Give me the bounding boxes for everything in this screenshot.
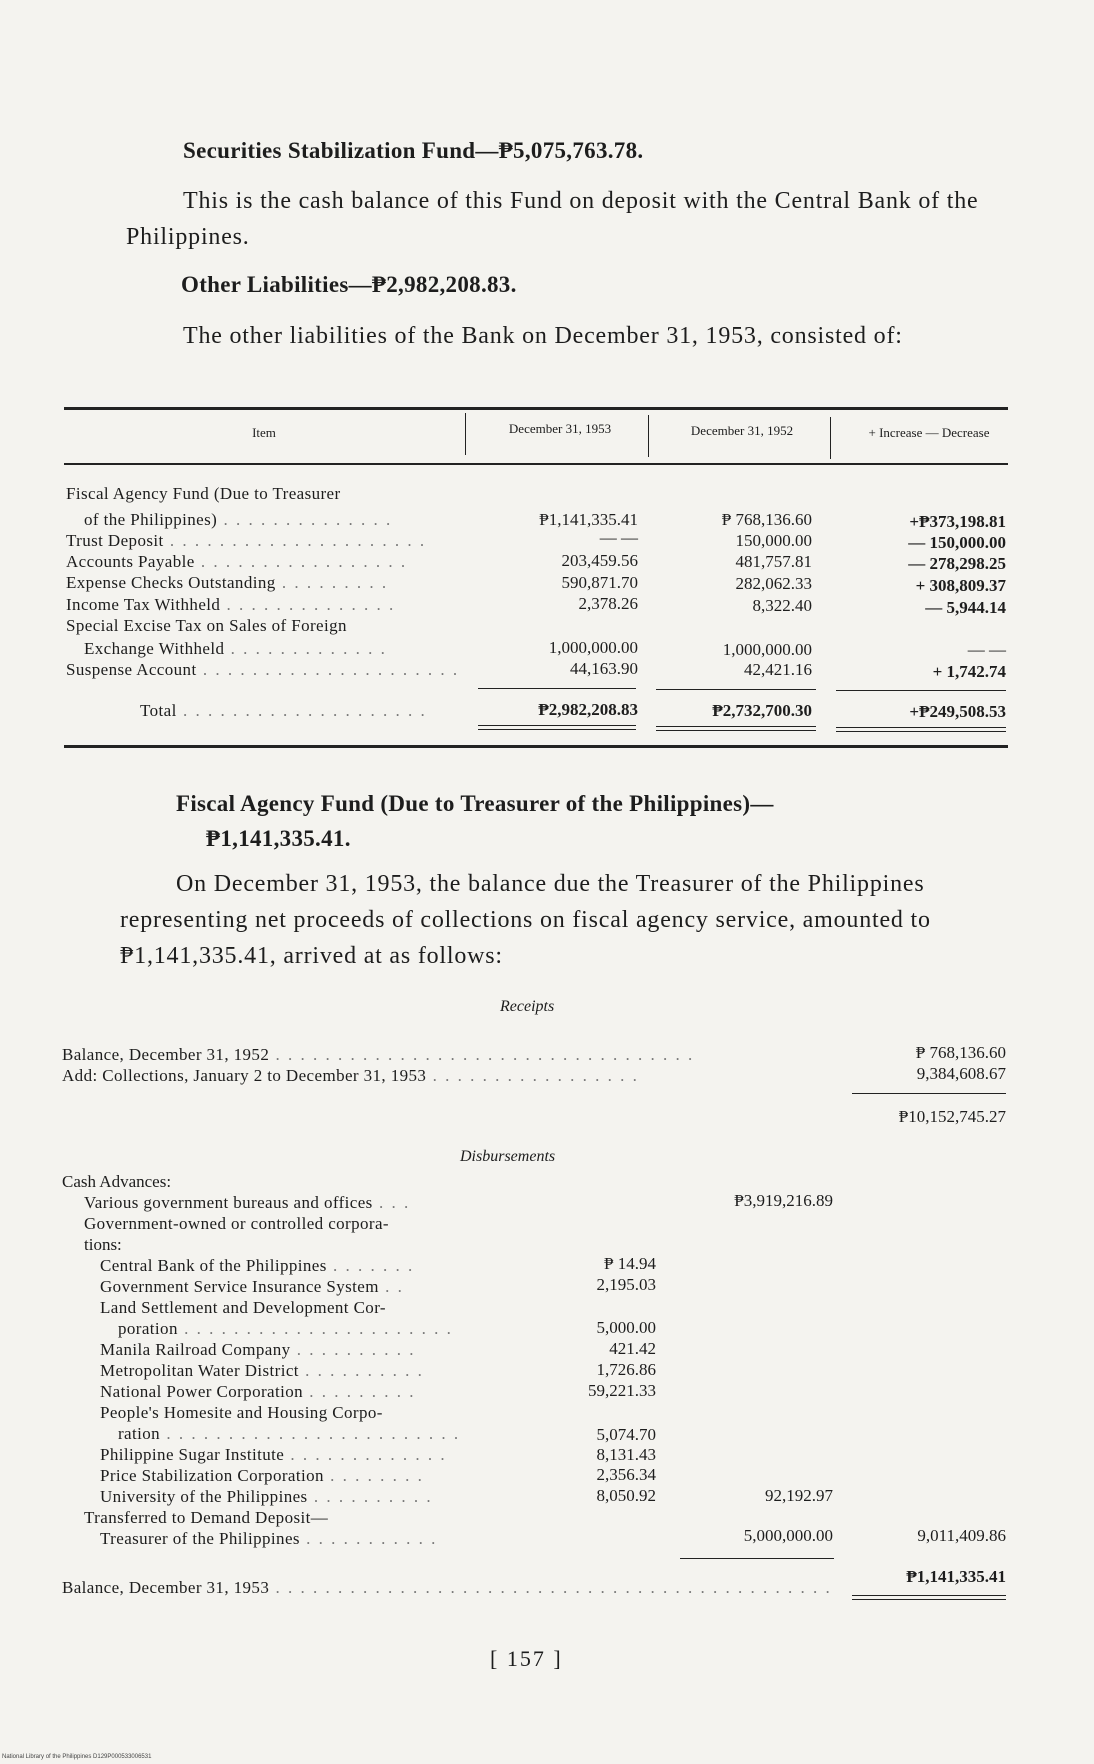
goc-item-value: 5,074.70	[596, 1425, 656, 1444]
cell-1952: 8,322.40	[752, 596, 812, 615]
goc-item-value: 8,050.92	[596, 1486, 656, 1505]
header-increase-decrease: + Increase — Decrease	[868, 425, 990, 440]
cell-1952: ₱ 768,136.60	[721, 510, 812, 529]
row-label: Suspense Account . . . . . . . . . . . . . . . . . . . . .	[66, 660, 460, 679]
total-label: Total . . . . . . . . . . . . . . . . . . . .	[140, 701, 427, 720]
double-rule	[656, 730, 816, 731]
subtotal-rule	[836, 690, 1006, 691]
col-divider	[830, 417, 831, 459]
goc-item-label: Manila Railroad Company . . . . . . . . . .	[100, 1340, 416, 1359]
header-dec-1953: December 31, 1953	[508, 421, 612, 436]
cell-1953: — —	[599, 528, 638, 547]
disbursements-total: 9,011,409.86	[917, 1526, 1006, 1545]
table-top-rule	[64, 407, 1008, 410]
closing-value: ₱1,141,335.41	[906, 1567, 1006, 1586]
cell-change: — 278,298.25	[908, 554, 1006, 573]
row-label: Fiscal Agency Fund (Due to Treasurer	[66, 484, 341, 503]
various-value: ₱3,919,216.89	[734, 1191, 833, 1210]
heading-fiscal-agency-fund: Fiscal Agency Fund (Due to Treasurer of the Philippines)—	[176, 791, 774, 816]
goc-label: Government-owned or controlled corpora-	[84, 1214, 389, 1233]
receipts-row-value: ₱ 768,136.60	[915, 1043, 1006, 1062]
receipts-row-value: 9,384,608.67	[916, 1064, 1006, 1083]
header-dec-1952: December 31, 1952	[690, 423, 794, 438]
goc-item-label: People's Homesite and Housing Corpo-	[100, 1403, 383, 1422]
goc-item-value: 1,726.86	[596, 1360, 656, 1379]
goc-item-label: Price Stabilization Corporation . . . . . . . .	[100, 1466, 424, 1485]
goc-item-label: Land Settlement and Development Cor-	[100, 1298, 386, 1317]
row-label: Accounts Payable . . . . . . . . . . . . . . . . .	[66, 552, 408, 571]
footer-stamp: National Library of the Philippines D129P000533006531	[2, 1754, 152, 1760]
heading-fiscal-agency-amount: ₱1,141,335.41.	[206, 826, 351, 851]
row-label: Expense Checks Outstanding . . . . . . . . .	[66, 573, 389, 592]
double-rule	[478, 729, 636, 730]
goc-item-value: ₱ 14.94	[604, 1254, 656, 1273]
double-rule	[656, 726, 816, 727]
closing-label: Balance, December 31, 1953 . . . . . . . . . . . . . . . . . . . . . . . . . . . . . . . . . . . . . . . . . . . . .	[62, 1578, 832, 1597]
goc-item-value: 59,221.33	[588, 1381, 656, 1400]
goc-item-label: University of the Philippines . . . . . . . . . .	[100, 1487, 433, 1506]
row-label: of the Philippines) . . . . . . . . . . . . . .	[84, 510, 393, 529]
goc-item-value: 421.42	[609, 1339, 656, 1358]
goc-subtotal: 92,192.97	[765, 1486, 833, 1505]
goc-item-label: Philippine Sugar Institute . . . . . . . . . . . . .	[100, 1445, 447, 1464]
cell-1952: 150,000.00	[735, 531, 812, 550]
transfer-label: Transferred to Demand Deposit—	[84, 1508, 329, 1527]
cell-1953: 1,000,000.00	[548, 638, 638, 657]
goc-item-label: National Power Corporation . . . . . . . . .	[100, 1382, 416, 1401]
cell-change: + 308,809.37	[915, 576, 1006, 595]
cell-1952: 42,421.16	[744, 660, 812, 679]
disbursements-rule	[680, 1558, 834, 1559]
cell-change: + 1,742.74	[932, 662, 1006, 681]
paragraph-fiscal-agency: On December 31, 1953, the balance due the Treasurer of the Philippines representing net proceeds of collections on fiscal agency service, amounted to ₱1,141,335.41, arrived at as follows:	[120, 871, 931, 969]
goc-item-label: Government Service Insurance System . .	[100, 1277, 404, 1296]
cell-1953: 2,378.26	[578, 594, 638, 613]
subtotal-rule	[656, 689, 816, 690]
receipts-row-label: Add: Collections, January 2 to December 31, 1953 . . . . . . . . . . . . . . . . .	[62, 1066, 639, 1085]
goc-item-label: ration . . . . . . . . . . . . . . . . . . . . . . . .	[118, 1424, 461, 1443]
transfer-label: Treasurer of the Philippines . . . . . . . . . . .	[100, 1529, 438, 1548]
cell-1953: 203,459.56	[561, 551, 638, 570]
total-1953: ₱2,982,208.83	[538, 700, 638, 719]
transfer-value: 5,000,000.00	[743, 1526, 833, 1545]
goc-item-label: Metropolitan Water District . . . . . . . . . .	[100, 1361, 424, 1380]
col-divider	[648, 415, 649, 457]
goc-item-value: 2,195.03	[596, 1275, 656, 1294]
col-divider	[465, 413, 466, 455]
cell-change: — —	[967, 640, 1006, 659]
receipts-total: ₱10,152,745.27	[898, 1107, 1006, 1126]
cell-change: +₱373,198.81	[909, 512, 1006, 531]
disbursements-title: Disbursements	[460, 1148, 556, 1165]
goc-item-value: 2,356.34	[596, 1465, 656, 1484]
cell-1952: 1,000,000.00	[722, 640, 812, 659]
heading-securities-fund: Securities Stabilization Fund—₱5,075,763.78.	[183, 138, 644, 163]
row-label: Trust Deposit . . . . . . . . . . . . . . . . . . . . .	[66, 531, 427, 550]
closing-double-rule	[852, 1595, 1006, 1596]
double-rule	[478, 725, 636, 726]
paragraph-securities-fund: This is the cash balance of this Fund on deposit with the Central Bank of the Philippines.	[126, 188, 979, 250]
goc-label: tions:	[84, 1235, 122, 1254]
receipts-title: Receipts	[500, 998, 555, 1015]
goc-item-label: Central Bank of the Philippines . . . . . . .	[100, 1256, 415, 1275]
heading-other-liabilities: Other Liabilities—₱2,982,208.83.	[181, 272, 517, 297]
cell-1953: ₱1,141,335.41	[539, 510, 638, 529]
receipts-row-label: Balance, December 31, 1952 . . . . . . . . . . . . . . . . . . . . . . . . . . . . . . . . . .	[62, 1045, 695, 1064]
table-bottom-rule	[64, 745, 1008, 748]
receipts-rule	[852, 1093, 1006, 1094]
page-number: [ 157 ]	[490, 1646, 563, 1671]
goc-item-label: poration . . . . . . . . . . . . . . . . . . . . . .	[118, 1319, 453, 1338]
double-rule	[836, 731, 1006, 732]
row-label: Income Tax Withheld . . . . . . . . . . . . . .	[66, 595, 396, 614]
goc-item-value: 8,131.43	[596, 1445, 656, 1464]
various-label: Various government bureaus and offices . . .	[84, 1193, 411, 1212]
row-label: Special Excise Tax on Sales of Foreign	[66, 616, 347, 635]
cell-change: — 5,944.14	[925, 598, 1006, 617]
total-change: +₱249,508.53	[909, 702, 1006, 721]
goc-item-value: 5,000.00	[596, 1318, 656, 1337]
header-bottom-rule	[64, 463, 1008, 465]
subtotal-rule	[478, 688, 636, 689]
cell-1952: 282,062.33	[735, 574, 812, 593]
paragraph-other-liabilities: The other liabilities of the Bank on December 31, 1953, consisted of:	[183, 323, 903, 349]
cell-1953: 590,871.70	[561, 573, 638, 592]
cell-1952: 481,757.81	[735, 552, 812, 571]
cell-1953: 44,163.90	[570, 659, 638, 678]
cell-change: — 150,000.00	[908, 533, 1006, 552]
row-label: Exchange Withheld . . . . . . . . . . . . .	[84, 639, 387, 658]
cash-advances-label: Cash Advances:	[62, 1172, 172, 1191]
closing-double-rule	[852, 1599, 1006, 1600]
total-1952: ₱2,732,700.30	[712, 701, 812, 720]
header-item: Item	[252, 425, 276, 440]
double-rule	[836, 727, 1006, 728]
